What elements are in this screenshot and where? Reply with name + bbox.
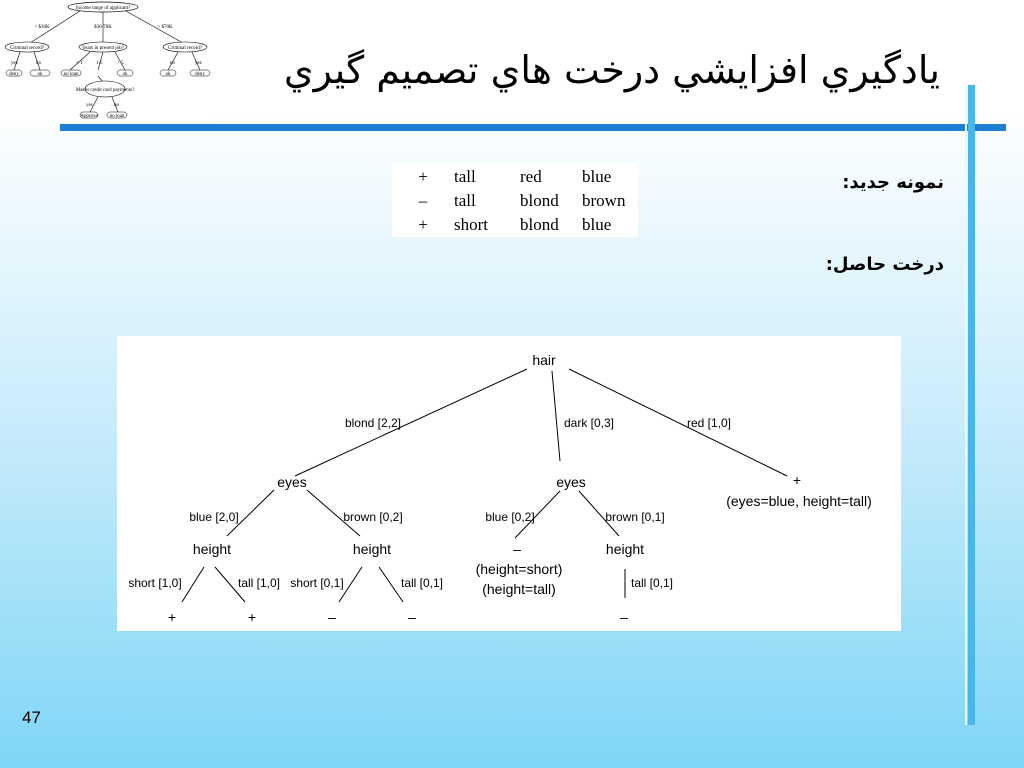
right-accent-line bbox=[965, 85, 967, 725]
thumb-no-1: no bbox=[36, 61, 41, 66]
thumb-mid-text: Years in present job? bbox=[82, 46, 124, 51]
tree-node-height-3: height bbox=[605, 541, 645, 557]
table-cell: tall bbox=[454, 166, 476, 186]
tree-edge-h2-short: short [0,1] bbox=[290, 576, 344, 590]
table-cell: tall bbox=[454, 190, 476, 210]
thumb-leaf-7: Approve bbox=[80, 114, 98, 119]
tree-node-eyes-left: eyes bbox=[277, 474, 307, 490]
table-cell: + bbox=[418, 215, 428, 235]
tree-leaf-4: – bbox=[408, 609, 416, 625]
table-cell: + bbox=[418, 166, 428, 186]
table-cell: blond bbox=[520, 190, 559, 210]
tree-edge-h1-short: short [1,0] bbox=[128, 576, 182, 590]
thumb-leaf-8: no loan bbox=[109, 114, 125, 119]
table-row bbox=[392, 164, 638, 188]
tree-leaf-1: + bbox=[167, 609, 177, 625]
thumb-leaf-5: ok bbox=[165, 72, 171, 77]
tree-node-eyes-mid: eyes bbox=[556, 474, 586, 490]
thumb-yes-2: yes bbox=[195, 61, 202, 66]
tree-leaf-5: – bbox=[620, 609, 628, 625]
thumbnail-decision-tree bbox=[0, 0, 215, 122]
thumb-lt1: < 1 bbox=[76, 61, 83, 66]
table-cell: blue bbox=[582, 166, 612, 186]
tree-leaf-3: – bbox=[328, 609, 336, 625]
thumb-branch-2: $30-70K bbox=[94, 25, 112, 30]
table-row bbox=[392, 188, 638, 212]
thumb-gt5: > 5 bbox=[117, 61, 124, 66]
tree-edge-dark-blue: blue [0,2] bbox=[485, 510, 535, 524]
tree-node-height-1: height bbox=[192, 541, 232, 557]
thumb-no-3: no bbox=[114, 103, 119, 108]
right-accent-bar bbox=[968, 85, 975, 725]
tree-leaf-2: + bbox=[247, 609, 257, 625]
tree-edge-h1-tall: tall [1,0] bbox=[237, 576, 281, 590]
thumb-leaf-3: no loan bbox=[63, 72, 79, 77]
table-cell: blue bbox=[582, 215, 612, 235]
thumb-leaf-6: deny bbox=[195, 72, 205, 77]
tree-edge-dark-brown: brown [0,1] bbox=[605, 510, 665, 524]
tree-leaf-dark-blue-note-2: (height=tall) bbox=[482, 581, 556, 597]
table-cell: short bbox=[454, 215, 488, 235]
thumb-branch-3: > $70K bbox=[157, 25, 173, 30]
tree-edge-blond: blond [2,2] bbox=[344, 416, 402, 430]
tree-edge-h3-tall: tall [0,1] bbox=[630, 576, 674, 590]
thumb-branch-1: < $30K bbox=[34, 25, 50, 30]
title-underline-bar bbox=[60, 124, 1006, 131]
tree-leaf-dark-blue-note-1: (height=short) bbox=[475, 561, 563, 577]
new-sample-table bbox=[392, 164, 638, 237]
table-cell: brown bbox=[582, 190, 626, 210]
thumb-sub-text: Makes credit card payments? bbox=[75, 88, 135, 93]
thumb-r15: 1-5 bbox=[96, 61, 103, 66]
thumb-leaf-4: ok bbox=[122, 72, 128, 77]
table-row bbox=[392, 213, 638, 237]
result-tree-label: درخت حاصل: bbox=[825, 254, 944, 275]
tree-edge-red: red [1,0] bbox=[686, 416, 732, 430]
tree-leaf-dark-blue: – bbox=[513, 541, 521, 557]
slide-number: 47 bbox=[22, 708, 41, 727]
thumb-leaf-1: deny bbox=[9, 72, 19, 77]
tree-edge-blond-blue: blue [2,0] bbox=[189, 510, 239, 524]
thumb-leaf-2: ok bbox=[37, 72, 43, 77]
tree-edge-blond-brown: brown [0,2] bbox=[343, 510, 403, 524]
table-cell: blond bbox=[520, 215, 559, 235]
decision-tree-svg bbox=[117, 336, 901, 631]
thumb-root-text: Income range of applicant? bbox=[75, 6, 131, 11]
tree-leaf-red: + bbox=[792, 472, 802, 488]
decision-tree-panel bbox=[117, 336, 901, 631]
thumbnail-svg bbox=[0, 0, 215, 122]
thumb-no-2: no bbox=[170, 61, 175, 66]
table-cell: red bbox=[520, 166, 542, 186]
thumb-right-text: Criminal record? bbox=[167, 46, 203, 51]
thumb-yes-1: yes bbox=[11, 61, 18, 66]
tree-leaf-red-note: (eyes=blue, height=tall) bbox=[726, 493, 872, 509]
thumb-yes-3: yes bbox=[86, 103, 93, 108]
slide-title: يادگيري افزايشي درخت هاي تصميم گيري bbox=[283, 48, 940, 92]
tree-edge-h2-tall: tall [0,1] bbox=[400, 576, 444, 590]
table-cell: – bbox=[418, 190, 428, 210]
new-sample-label: نمونه جديد: bbox=[842, 172, 944, 193]
tree-root-hair: hair bbox=[532, 352, 556, 368]
tree-edge-dark: dark [0,3] bbox=[563, 416, 615, 430]
tree-node-height-2: height bbox=[352, 541, 392, 557]
thumb-left-text: Criminal record? bbox=[9, 46, 45, 51]
